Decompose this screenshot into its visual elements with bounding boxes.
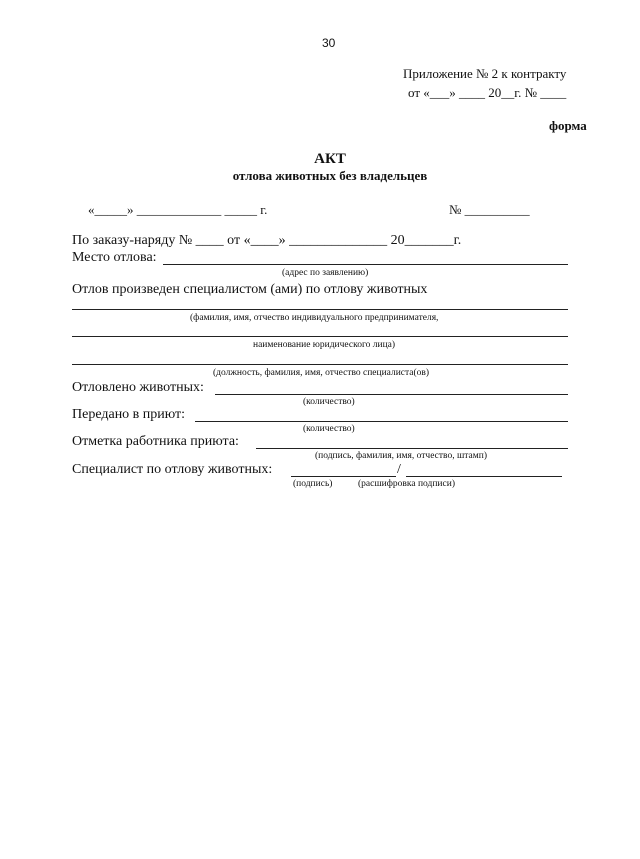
caught-by-label: Отлов произведен специалистом (ами) по отлову животных bbox=[72, 282, 428, 297]
signature-slash: / bbox=[397, 462, 401, 477]
caught-by-line-2 bbox=[72, 336, 568, 337]
place-label: Место отлова: bbox=[72, 250, 157, 265]
shelter-hint: (количество) bbox=[303, 424, 355, 434]
form-label: форма bbox=[549, 118, 587, 133]
caught-by-line-1 bbox=[72, 309, 568, 310]
shelter-mark-label: Отметка работника приюта: bbox=[72, 434, 239, 449]
appendix-line-2: от «___» ____ 20__г. № ____ bbox=[408, 85, 567, 100]
shelter-mark-hint: (подпись, фамилия, имя, отчество, штамп) bbox=[315, 451, 488, 461]
caught-count-label: Отловлено животных: bbox=[72, 380, 204, 395]
caught-count-hint: (количество) bbox=[303, 397, 355, 407]
signature-hint: (подпись) bbox=[293, 479, 333, 489]
signature-line bbox=[291, 476, 396, 477]
shelter-mark-line bbox=[256, 448, 568, 449]
specialist-label: Специалист по отлову животных: bbox=[72, 462, 273, 477]
shelter-line bbox=[195, 421, 568, 422]
act-number: № __________ bbox=[449, 202, 530, 217]
decoding-hint: (расшифровка подписи) bbox=[358, 479, 455, 489]
appendix-line-1: Приложение № 2 к контракту bbox=[403, 66, 567, 81]
order-line: По заказу-наряду № ____ от «____» ______________ 20_______г. bbox=[72, 233, 462, 248]
hint-fio: (фамилия, имя, отчество индивидуального предпринимателя, bbox=[190, 313, 439, 323]
decoding-line bbox=[406, 476, 562, 477]
act-date: «_____» _____________ _____ г. bbox=[88, 202, 268, 217]
caught-count-line bbox=[215, 394, 568, 395]
place-hint: (адрес по заявлению) bbox=[282, 268, 369, 278]
hint-position: (должность, фамилия, имя, отчество специалиста(ов) bbox=[213, 368, 430, 378]
hint-org: наименование юридического лица) bbox=[253, 340, 396, 350]
shelter-label: Передано в приют: bbox=[72, 407, 186, 422]
place-input-line bbox=[163, 264, 568, 265]
caught-by-line-3 bbox=[72, 364, 568, 365]
act-title: АКТ bbox=[314, 151, 346, 167]
act-subtitle: отлова животных без владельцев bbox=[232, 168, 428, 183]
page-number: 30 bbox=[322, 36, 336, 50]
